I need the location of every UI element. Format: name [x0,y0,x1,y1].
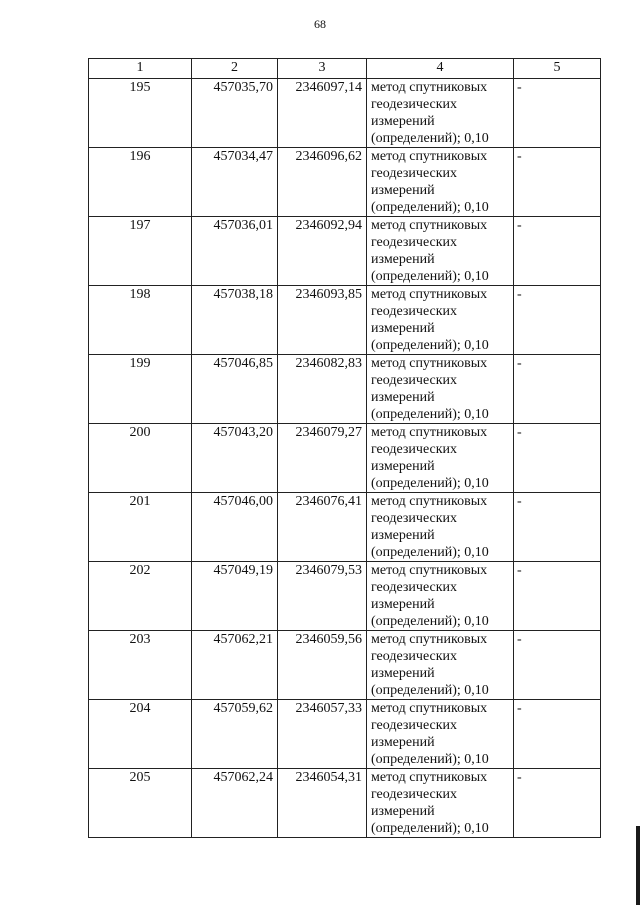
y-coordinate-cell: 2346097,14 [278,79,367,148]
note-cell: - [514,148,601,217]
method-text-line: измерений [371,666,435,681]
method-text-line: геодезических [371,373,458,388]
method-text-line: (определений); 0,10 [371,821,489,836]
y-coordinate-cell: 2346093,85 [278,286,367,355]
note-cell: - [514,355,601,424]
method-text-line: (определений); 0,10 [371,614,489,629]
method-text-line: геодезических [371,166,458,181]
method-text-line: измерений [371,528,435,543]
method-text-line: геодезических [371,235,458,250]
method-text-line: измерений [371,321,435,336]
method-text-line: геодезических [371,442,458,457]
table-row [89,286,601,355]
method-text-line: измерений [371,114,435,129]
method-text-line: метод спутниковых [371,287,488,302]
method-cell [367,493,514,562]
method-text-line: (определений); 0,10 [371,338,489,353]
method-text-line: метод спутниковых [371,356,488,371]
table-row [89,79,601,148]
table-row [89,769,601,838]
y-coordinate-cell: 2346092,94 [278,217,367,286]
method-cell [367,562,514,631]
method-text-line: метод спутниковых [371,80,488,95]
y-coordinate-cell: 2346076,41 [278,493,367,562]
method-cell [367,217,514,286]
method-text-line: (определений); 0,10 [371,269,489,284]
table-row [89,562,601,631]
table-row [89,355,601,424]
x-coordinate-cell: 457049,19 [192,562,278,631]
point-number-cell: 204 [89,700,192,769]
method-text-line: метод спутниковых [371,563,488,578]
coordinates-table [88,58,601,838]
x-coordinate-cell: 457062,21 [192,631,278,700]
method-text-line: геодезических [371,787,458,802]
method-cell [367,148,514,217]
point-number-cell: 198 [89,286,192,355]
note-cell: - [514,700,601,769]
method-text-line: геодезических [371,649,458,664]
point-number-cell: 195 [89,79,192,148]
table-row [89,217,601,286]
column-header-1: 1 [89,59,192,79]
method-cell [367,286,514,355]
table-header-row [89,59,601,79]
method-text-line: метод спутниковых [371,632,488,647]
method-text-line: метод спутниковых [371,149,488,164]
y-coordinate-cell: 2346054,31 [278,769,367,838]
table-row [89,631,601,700]
x-coordinate-cell: 457046,00 [192,493,278,562]
method-text-line: метод спутниковых [371,494,488,509]
note-cell: - [514,769,601,838]
point-number-cell: 202 [89,562,192,631]
point-number-cell: 197 [89,217,192,286]
table-row [89,700,601,769]
note-cell: - [514,217,601,286]
column-header-5: 5 [514,59,601,79]
y-coordinate-cell: 2346057,33 [278,700,367,769]
method-text-line: измерений [371,597,435,612]
x-coordinate-cell: 457038,18 [192,286,278,355]
method-text-line: (определений); 0,10 [371,683,489,698]
method-text-line: метод спутниковых [371,218,488,233]
x-coordinate-cell: 457059,62 [192,700,278,769]
table-row [89,148,601,217]
method-text-line: измерений [371,390,435,405]
method-text-line: геодезических [371,97,458,112]
x-coordinate-cell: 457046,85 [192,355,278,424]
column-header-3: 3 [278,59,367,79]
x-coordinate-cell: 457036,01 [192,217,278,286]
note-cell: - [514,493,601,562]
method-text-line: (определений); 0,10 [371,545,489,560]
point-number-cell: 201 [89,493,192,562]
method-text-line: метод спутниковых [371,770,488,785]
x-coordinate-cell: 457043,20 [192,424,278,493]
method-cell [367,700,514,769]
y-coordinate-cell: 2346059,56 [278,631,367,700]
note-cell: - [514,79,601,148]
method-cell [367,769,514,838]
point-number-cell: 205 [89,769,192,838]
page-number: 68 [314,17,326,31]
method-text-line: измерений [371,459,435,474]
point-number-cell: 199 [89,355,192,424]
method-text-line: (определений); 0,10 [371,131,489,146]
y-coordinate-cell: 2346079,27 [278,424,367,493]
method-cell [367,424,514,493]
method-cell [367,79,514,148]
method-text-line: измерений [371,804,435,819]
scan-edge-artifact [636,826,640,905]
method-text-line: метод спутниковых [371,701,488,716]
method-text-line: (определений); 0,10 [371,752,489,767]
note-cell: - [514,562,601,631]
point-number-cell: 196 [89,148,192,217]
note-cell: - [514,286,601,355]
method-text-line: (определений); 0,10 [371,200,489,215]
y-coordinate-cell: 2346096,62 [278,148,367,217]
point-number-cell: 200 [89,424,192,493]
method-text-line: геодезических [371,304,458,319]
note-cell: - [514,631,601,700]
method-text-line: геодезических [371,511,458,526]
method-text-line: геодезических [371,718,458,733]
table-row [89,424,601,493]
method-text-line: измерений [371,735,435,750]
method-text-line: (определений); 0,10 [371,407,489,422]
x-coordinate-cell: 457034,47 [192,148,278,217]
x-coordinate-cell: 457062,24 [192,769,278,838]
method-cell [367,631,514,700]
x-coordinate-cell: 457035,70 [192,79,278,148]
method-cell [367,355,514,424]
column-header-2: 2 [192,59,278,79]
point-number-cell: 203 [89,631,192,700]
y-coordinate-cell: 2346082,83 [278,355,367,424]
method-text-line: метод спутниковых [371,425,488,440]
method-text-line: измерений [371,252,435,267]
note-cell: - [514,424,601,493]
method-text-line: геодезических [371,580,458,595]
method-text-line: измерений [371,183,435,198]
method-text-line: (определений); 0,10 [371,476,489,491]
column-header-4: 4 [367,59,514,79]
table-row [89,493,601,562]
y-coordinate-cell: 2346079,53 [278,562,367,631]
